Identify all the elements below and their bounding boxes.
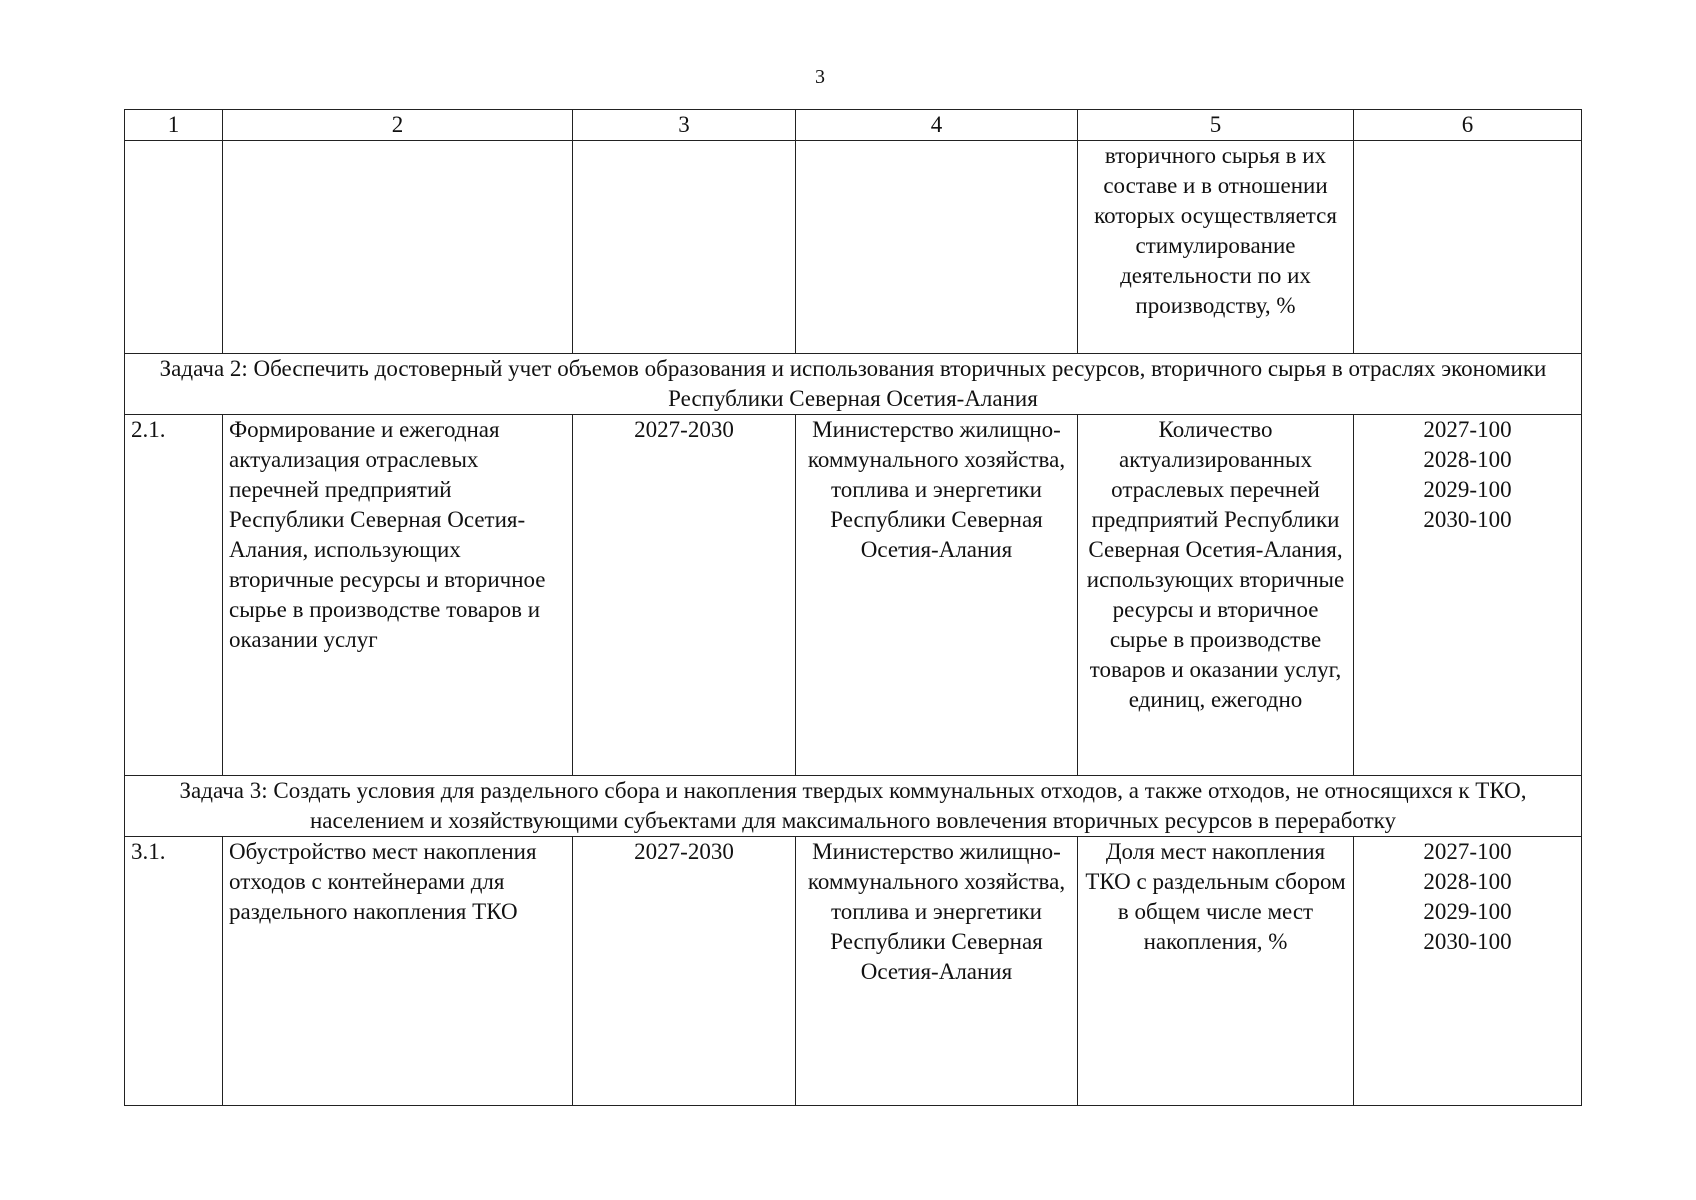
measure-cell: Обустройство мест накопления отходов с контейнерами для раздельного накопления ТКО (223, 837, 573, 1106)
empty-cell (223, 141, 573, 354)
empty-cell (573, 141, 796, 354)
page-number: 3 (815, 66, 825, 88)
header-cell: 1 (125, 110, 223, 141)
responsible-cell: Министерство жилищно-коммунального хозяйства, топлива и энергетики Республики Северная Осетия-Алания (796, 415, 1078, 776)
row-number: 3.1. (125, 837, 223, 1106)
indicator-cell: вторичного сырья в их составе и в отношении которых осуществляется стимулирование деятельности по их производству, % (1078, 141, 1354, 354)
table-row-continuation (125, 141, 1582, 354)
row-number: 2.1. (125, 415, 223, 776)
task-2-heading: Задача 2: Обеспечить достоверный учет объемов образования и использования вторичных ресурсов, вторичного сырья в отраслях экономики Республики Северная Осетия-Алания (125, 354, 1582, 415)
table-row-3-1 (125, 837, 1582, 1106)
measure-cell: Формирование и ежегодная актуализация отраслевых перечней предприятий Республики Северная Осетия-Алания, использующих вторичные ресурсы и вторичное сырье в производстве товаров и оказании услуг (223, 415, 573, 776)
empty-cell (125, 141, 223, 354)
header-cell: 5 (1078, 110, 1354, 141)
table-row-2-1 (125, 415, 1582, 776)
header-cell: 3 (573, 110, 796, 141)
header-cell: 4 (796, 110, 1078, 141)
header-cell: 2 (223, 110, 573, 141)
indicator-cell: Количество актуализированных отраслевых перечней предприятий Республики Северная Осетия-Алания, использующих вторичные ресурсы и вторичное сырье в производстве товаров и оказании услуг, единиц, ежегодно (1078, 415, 1354, 776)
empty-cell (796, 141, 1078, 354)
table-header-row (125, 110, 1582, 141)
empty-cell (1354, 141, 1582, 354)
responsible-cell: Министерство жилищно-коммунального хозяйства, топлива и энергетики Республики Северная Осетия-Алания (796, 837, 1078, 1106)
plan-table (124, 109, 1582, 1106)
values-cell: 2027-100 2028-100 2029-100 2030-100 (1354, 415, 1582, 776)
task-3-heading: Задача 3: Создать условия для раздельного сбора и накопления твердых коммунальных отходов, а также отходов, не относящихся к ТКО, населением и хозяйствующими субъектами для максимального вовлечения вторичных ресурсов в переработку (125, 776, 1582, 837)
task-3-row (125, 776, 1582, 837)
period-cell: 2027-2030 (573, 837, 796, 1106)
values-cell: 2027-100 2028-100 2029-100 2030-100 (1354, 837, 1582, 1106)
task-2-row (125, 354, 1582, 415)
indicator-cell: Доля мест накопления ТКО с раздельным сбором в общем числе мест накопления, % (1078, 837, 1354, 1106)
period-cell: 2027-2030 (573, 415, 796, 776)
header-cell: 6 (1354, 110, 1582, 141)
